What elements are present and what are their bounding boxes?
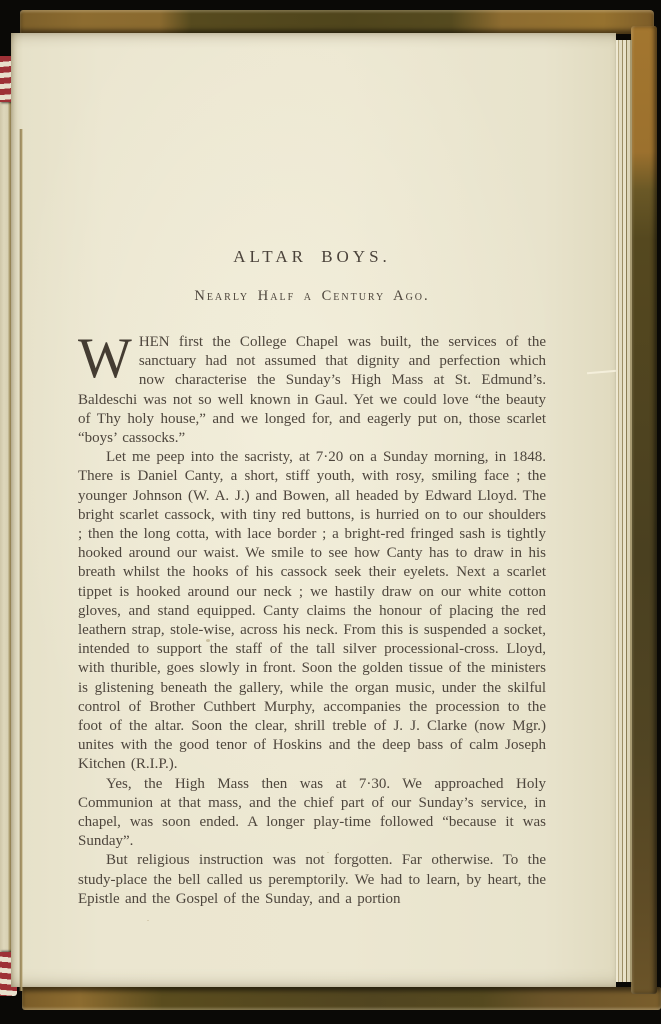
paragraph-4: But religious instruction was not forgotten. Far otherwise. To the study-place the bell called us peremptorily. We had to learn, by heart, the Epistle and the Gospel of the Sunday, and a portion: [78, 852, 546, 907]
printed-content: [78, 247, 546, 909]
body-text: [78, 327, 546, 909]
book-cover-top-edge: [20, 10, 654, 34]
book-page: [11, 33, 616, 987]
scratch-mark: [587, 370, 617, 375]
page-subtitle: Nearly Half a Century Ago.: [194, 288, 430, 304]
book-cover-right-edge: [631, 26, 657, 994]
gutter-crease: [19, 129, 23, 991]
paragraph-1: [78, 327, 546, 448]
paragraph-1-text: HEN first the College Chapel was built, the services of the sanctuary had not assumed that dignity and perfection which now characterise the Sunday’s High Mass at St. Edmund’s. Baldeschi was not so well known in Gaul. Yet we could love “the beauty of Thy holy house,” and we longed for, and eagerly put on, those scarlet “boys’ cassocks.”: [78, 334, 546, 447]
page-title: ALTAR BOYS.: [233, 247, 391, 266]
paragraph-2: Let me peep into the sacristy, at 7·20 on a Sunday morning, in 1848. There is Daniel Canty, a short, stiff youth, with rosy, smiling face ; the younger Johnson (W. A. J.) and Bowen, all headed by Edward Lloyd. The bright scarlet cassock, with tiny red buttons, is hurried on to our shoulders ; then the long cotta, with lace border ; a bright-red fringed sash is tightly hooked around our waist. We smile to see how Canty has to draw in his breath whilst the hooks of his cassock seek their eyelets. Next a scarlet tippet is hooked around our neck ; we hastily draw on our white cotton gloves, and stand equipped. Canty claims the honour of placing the red leathern strap, stole-wise, across his neck. From this is suspended a socket, intended to support the staff of the tall silver processional-cross. Lloyd, with thurible, goes slowly in front. Soon the golden tissue of the ministers is glistening beneath the gallery, while the organ music, under the skilful control of Brother Cuthbert Murphy, accompanies the procession to the foot of the altar. Soon the clear, shrill treble of J. J. Clarke (now Mgr.) unites with the good tenor of Hoskins and the deep bass of calm Joseph Kitchen (R.I.P.).: [78, 449, 546, 773]
drop-cap: W: [78, 327, 132, 390]
spine-page-edges: [0, 96, 11, 958]
book-cover-bottom-edge: [22, 987, 661, 1010]
fore-edge-page-stack: [616, 40, 632, 982]
paragraph-3: Yes, the High Mass then was at 7·30. We approached Holy Communion at that mass, and the chief part of our Sunday’s service, in chapel, was soon ended. A longer play-time followed “because it was Sunday”.: [78, 775, 546, 850]
